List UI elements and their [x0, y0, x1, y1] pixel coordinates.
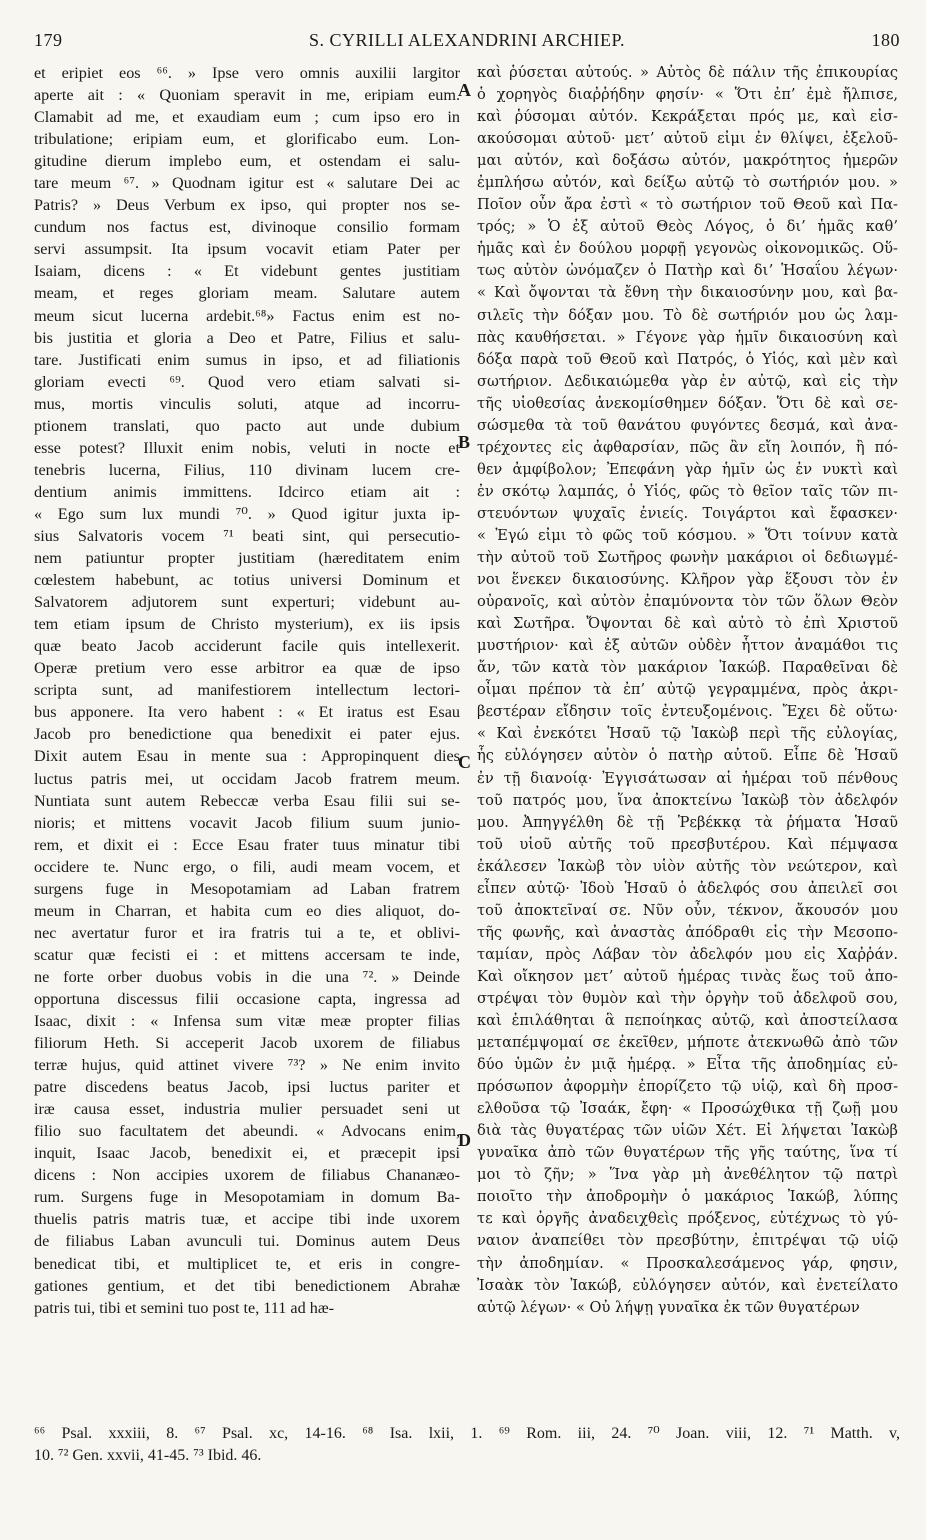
text-line: bus apponere. Ita vero habent : « Et iratus est Esau: [34, 703, 460, 722]
margin-letter-c: C: [458, 752, 471, 772]
text-line: quæ beato Jacob acciderunt facile quis intellexerit.: [34, 637, 460, 656]
footnotes: [34, 1423, 900, 1467]
text-line: πὰς καυθήσεται. » Γέγονε γὰρ ἡμῖν δικαιοσύνη καὶ: [477, 328, 898, 346]
text-line: εἶπεν αὐτῷ· Ἰδοὺ Ἡσαῦ ὁ ἀδελφός σου ἀπειλεῖ σοι: [477, 879, 898, 897]
text-line: ἄν, τῶν κατὰ τὸν μακάριον Ἰακώβ. Παραθεῖναι δὲ: [477, 659, 898, 677]
text-line: Ἰσαὰκ τὸν Ἰακώβ, εὐλόγησεν αὐτόν, καὶ ἐνετείλατο: [477, 1276, 898, 1294]
text-line: tare. Justificati enim sumus in ipso, et ad filiationis: [34, 350, 460, 369]
text-line: patre discedens beatus Jacob, ipsi luctus pariter et: [34, 1078, 460, 1097]
text-line: τοῦ ἀποκτεῖναί σε. Νῦν οὖν, τέκνον, ἄκουσόν μου: [477, 901, 898, 919]
text-line: ἐν σκότῳ λαμπάς, ὁ Υἱός, φῶς τὸ θεῖον ταῖς τῶν πι-: [477, 482, 898, 500]
text-line: rem, et dixit ei : Ecce Esau frater tuus minatur tibi: [34, 835, 460, 854]
text-line: surgens fuge in Mesopotamiam ad Laban fratrem: [34, 879, 460, 898]
text-line: ἐμπλήσω αὐτόν, καὶ δείξω αὐτῷ τὸ σωτήριόν μου. »: [477, 174, 898, 192]
text-line: Salvatorem adjutorem sunt experturi; videbunt au-: [34, 593, 460, 612]
greek-column: [477, 62, 898, 1319]
text-line: terræ hujus, quid attinet vivere ⁷³? » Ne enim invito: [34, 1056, 460, 1075]
text-line: τὴν ἀποδημίαν. « Προσκαλεσάμενος γάρ, φησιν,: [477, 1254, 898, 1272]
footnote-line: ⁶⁶ Psal. xxxiii, 8. ⁶⁷ Psal. xc, 14-16. ⁶⁸ Isa. lxii, 1. ⁶⁹ Rom. iii, 24. ⁷⁰ Joan. viii, 12. ⁷¹ Matth. v,: [34, 1425, 900, 1442]
text-line: et eripiet eos ⁶⁶. » Ipse vero omnis auxilii largitor: [34, 64, 460, 82]
text-line: τρέχοντες εἰς ἀφθαρσίαν, πῶς ἂν εἴη λοιπόν, ἢ πό-: [477, 438, 898, 456]
text-line: καὶ ῥύσεται αὐτούς. » Αὐτὸς δὲ πάλιν τῆς ἐπικουρίας: [477, 64, 898, 81]
text-line: scripta sunt, ad manifestiorem intellectum lectori-: [34, 681, 460, 700]
text-line: esse potest? Illuxit enim nobis, veluti in nocte et: [34, 438, 460, 457]
footnote-line: 10. ⁷² Gen. xxvii, 41-45. ⁷³ Ibid. 46.: [34, 1447, 262, 1464]
text-line: Clamabit ad me, et exaudiam eum ; cum ipso ero in: [34, 108, 460, 127]
text-line: « Ego sum lux mundi ⁷⁰. » Quod igitur juxta ip-: [34, 504, 460, 523]
text-line: patris tui, tibi et semini tuo post te, 111 ad hæ-: [34, 1298, 335, 1317]
text-line: γυναῖκα ἀπὸ τῶν θυγατέρων τῆς γῆς ταύτης, ἵνα τί: [477, 1144, 898, 1162]
text-line: ἐν τῇ διανοίᾳ· Ἐγγισάτωσαν αἱ ἡμέραι τοῦ πένθους: [477, 769, 898, 787]
text-line: τοῦ υἱοῦ αὐτῆς τοῦ πρεσβυτέρου. Καὶ πέμψασα: [477, 835, 898, 853]
margin-letter-b: B: [458, 432, 471, 452]
text-line: nioris; et mittens vocavit Jacob filium suum junio-: [34, 813, 460, 832]
text-line: μου. Ἀπηγγέλθη δὲ τῇ Ῥεβέκκᾳ τὰ ῥήματα Ἡσαῦ: [477, 813, 898, 831]
text-line: tem etiam ipsum de Christo mysterium), ex iis ipsis: [34, 615, 460, 634]
text-line: τε καὶ ὀργῆς ἀναδειχθεὶς πρόξενος, εὐτέχνως τὸ γύ-: [477, 1210, 898, 1228]
text-line: bis justitia et gloria a Deo et Patre, Filius et salu-: [34, 328, 460, 347]
text-line: dentium animis immittens. Idcirco etiam ait :: [34, 482, 460, 501]
text-line: διὰ τὰς θυγατέρας τῶν υἱῶν Χέτ. Εἰ λήψεται Ἰακὼβ: [477, 1122, 898, 1140]
text-line: meum sicut lucerna ardebit.⁶⁸» Factus enim est no-: [34, 306, 460, 325]
text-line: δύο ὑμῶν ἐν μιᾷ ἡμέρᾳ. » Εἶτα τῆς ἀποδημίας εὐ-: [477, 1056, 898, 1074]
text-line: thuelis patris matris tuæ, et accipe tibi inde uxorem: [34, 1210, 460, 1229]
page-header: [34, 30, 900, 58]
text-line: καὶ ῥύσομαι αὐτόν. Κεκράξεται πρός με, καὶ εἰσ-: [477, 108, 898, 126]
text-line: nec avertatur furor et ira fratris tui a te, et oblivi-: [34, 923, 460, 942]
text-line: μοι τὸ ζῆν; » Ἵνα γὰρ μὴ ἀνεθέλητον τῷ πατρὶ: [477, 1166, 898, 1184]
margin-letter-d: D: [458, 1130, 471, 1150]
text-line: sius Salvatoris vocem ⁷¹ beati sint, qui persecutio-: [34, 526, 460, 545]
text-line: σώσμεθα τὰ τοῦ θανάτου φυγόντες δεσμά, καὶ ἀνα-: [477, 416, 898, 434]
text-line: Dixit autem Esau in mente sua : Appropinquent dies: [34, 747, 460, 766]
text-line: rum. Surgens fuge in Mesopotamiam in domum Ba-: [34, 1188, 460, 1207]
text-line: inquit, Isaac Jacob, benedixit ei, et præcepit ipsi: [34, 1144, 460, 1163]
text-line: ποιοῖτο τὴν ἀποδρομὴν ὁ μακάριος Ἰακώβ, λύπης: [477, 1188, 898, 1206]
text-line: οὐρανοῖς, καὶ αὐτὸν ἐπαμύνοντα τὸν τῶν ὅλων Θεὸν: [477, 593, 898, 611]
text-line: Patris? » Deus Verbum ex ipso, qui propter nos se-: [34, 196, 460, 215]
text-line: Ποῖον οὖν ἄρα ἐστὶ « τὸ σωτήριον τοῦ Θεοῦ καὶ Πα-: [477, 196, 898, 214]
text-line: νοι ἕνεκεν δικαιοσύνης. Κλῆρον γὰρ ἕξουσι τὸν ἐν: [477, 571, 898, 589]
text-line: καὶ Σωτῆρα. Ὄψονται δὲ καὶ αὐτὸ τὸ ἐπὶ Χριστοῦ: [477, 615, 898, 633]
text-line: filio suo facultatem det abeundi. « Advocans enim,: [34, 1122, 460, 1141]
text-line: de filiabus Laban avunculi tui. Dominus autem Deus: [34, 1232, 460, 1251]
margin-letter-a: A: [458, 80, 471, 100]
text-line: σιλεῖς τὴν δόξαν μου. Τὸ δὲ σωτήριόν μου ὡς λαμ-: [477, 306, 898, 324]
text-line: luctus patris mei, ut occidam Jacob fratrem meum.: [34, 769, 460, 788]
text-line: « Καὶ ἐνεκότει Ἡσαῦ τῷ Ἰακὼβ περὶ τῆς εὐλογίας,: [477, 725, 898, 743]
text-line: αὐτῷ λέγων· « Οὐ λήψῃ γυναῖκα ἐκ τῶν θυγατέρων: [477, 1298, 860, 1316]
text-line: ἧς εὐλόγησεν αὐτὸν ὁ πατὴρ αὐτοῦ. Εἶπε δὲ Ἡσαῦ: [477, 747, 898, 765]
text-line: στευόντων ψυχαῖς ἐνιείς. Τοιγάρτοι καὶ ἔφασκεν·: [477, 504, 898, 522]
text-line: gitudine dierum implebo eum, et ostendam ei salu-: [34, 152, 460, 171]
text-line: tribulatione; eripiam eum, et glorificabo eum. Lon-: [34, 130, 460, 149]
text-line: filiorum Heth. Si acceperit Jacob uxorem de filiabus: [34, 1034, 460, 1053]
text-line: τῆς φωνῆς, καὶ ἀναστὰς ἀπόδραθι εἰς τὴν Μεσοπο-: [477, 923, 898, 941]
text-line: δόξα παρὰ τοῦ Θεοῦ καὶ Πατρός, ὁ Υἱός, καὶ μὲν καὶ: [477, 350, 898, 368]
text-line: Isaiam, dicens : « Et videbunt gentes justitiam: [34, 262, 460, 281]
text-line: ελθοῦσα τῷ Ἰσαάκ, ἔφη· « Προσώχθικα τῇ ζωῇ μου: [477, 1100, 898, 1118]
running-title: S. CYRILLI ALEXANDRINI ARCHIEP.: [308, 30, 625, 50]
text-line: iræ causa esset, industria mulier persuadet seni ut: [34, 1100, 460, 1119]
page-number-right: 180: [871, 30, 900, 50]
text-line: meum in Charran, et habita cum eo dies aliquot, do-: [34, 901, 460, 920]
text-line: τοῦ πατρός μου, ἵνα ἀποκτείνω Ἰακὼβ τὸν ἀδελφόν: [477, 791, 898, 809]
latin-column: [34, 62, 460, 1319]
text-line: ὁ χορηγὸς διαῤῥήδην φησίν· « Ὅτι ἐπ’ ἐμὲ ἤλπισε,: [477, 86, 898, 104]
text-line: ταμίαν, πρὸς Λάβαν τὸν ἀδελφόν μου εἰς Χαῤῥάν.: [477, 945, 898, 963]
text-line: tare meum ⁶⁷. » Quodnam igitur est « salutare Dei ac: [34, 174, 460, 193]
text-line: opportuna discessus filii occasione capta, ingressa ad: [34, 989, 460, 1008]
text-line: ακούσομαι αὐτοῦ· μετ’ αὐτοῦ εἰμι ἐν θλίψει, ἐξελοῦ-: [477, 130, 898, 148]
text-line: « Ἐγώ εἰμι τὸ φῶς τοῦ κόσμου. » Ὅτι τοίνυν κατὰ: [477, 526, 898, 544]
text-line: καὶ ἐπιλάθηται ἃ πεποίηκας αὐτῷ, καὶ ἀποστείλασα: [477, 1012, 898, 1030]
text-line: scatur quæ fecisti ei : et mittens accersam te inde,: [34, 945, 460, 964]
text-line: gationes gentium, et det tibi benedictionem Abrahæ: [34, 1276, 460, 1295]
text-line: σωτήριον. Δεδικαιώμεθα γὰρ ἐν αὐτῷ, καὶ εἰς τὴν: [477, 372, 898, 390]
page-number-left: 179: [34, 30, 63, 50]
text-line: οἶμαι πρέπον τὰ ἐπ’ αὐτῷ γεγραμμένα, πρὸς ἀκρι-: [477, 681, 898, 699]
text-line: Isaac, dixit : « Infensa sum vitæ meæ propter filias: [34, 1012, 460, 1031]
text-line: servi assumpsit. Ita ipsum vocavit etiam Pater per: [34, 240, 460, 259]
text-line: τρός; » Ὁ ἐξ αὐτοῦ Θεὸς Λόγος, ὁ δι’ ἡμᾶς καθ’: [477, 218, 898, 236]
text-line: Jacob pro benedictione qua benedixit ei pater ejus.: [34, 725, 460, 744]
text-line: dicens : Non accipies uxorem de filiabus Chananæo-: [34, 1166, 460, 1185]
text-line: ptionem translati, quo pacto aut unde dubium: [34, 416, 460, 435]
text-line: gloriam evecti ⁶⁹. Quod vero etiam salvati si-: [34, 372, 460, 391]
text-line: occidere te. Nunc ergo, o fili, audi meam vocem, et: [34, 857, 460, 876]
text-line: aperte ait : « Quoniam speravit in me, eripiam eum.: [34, 86, 460, 105]
text-line: ἐκάλεσεν Ἰακὼβ τὸν υἱὸν αὐτῆς τὸν νεώτερον, καὶ: [477, 857, 898, 875]
text-line: ναιον ἀναπείθει τὸν πρεσβύτην, ἐπιτρέψαι τῷ υἱῷ: [477, 1232, 898, 1250]
text-line: Καὶ οἴκησον μετ’ αὐτοῦ ἡμέρας τινὰς ἕως τοῦ ἀπο-: [477, 967, 898, 985]
text-line: tenebris lucerna, Filius, 110 divinam lucem cre-: [34, 460, 460, 479]
text-line: « Καὶ ὄψονται τὰ ἔθνη τὴν δικαιοσύνην μου, καὶ βα-: [477, 284, 898, 302]
text-line: τῆς υἱοθεσίας ἀνεκομίσθημεν δόξαν. Ὅτι δὲ καὶ σε-: [477, 394, 898, 412]
text-line: ἡμᾶς καὶ ἐν δούλου μορφῇ γεγονὼς οἰκονομικῶς. Οὕ-: [477, 240, 898, 258]
text-line: μαι αὐτόν, καὶ δοξάσω αὐτόν, μακρότητος ἡμερῶν: [477, 152, 898, 170]
text-line: στρέψαι τὸν θυμὸν καὶ τὴν ὀργὴν τοῦ ἀδελφοῦ σου,: [477, 989, 898, 1007]
text-line: βεστέραν εἴδησιν τοῖς ἐντευξομένοις. Ἔχει δὲ οὕτω·: [477, 703, 898, 721]
text-line: μυστήριον· καὶ ἐξ αὐτῶν οὐδὲν ἧττον ἀναμάθοι τις: [477, 637, 898, 655]
text-line: cœlestem habebunt, ac totius universi Dominum et: [34, 571, 460, 590]
text-line: Operæ pretium vero esse arbitror ea quæ de ipso: [34, 659, 460, 678]
text-line: ne forte orber duobus vobis in die una ⁷². » Deinde: [34, 967, 460, 986]
text-line: πρόσωπον ἀφορμὴν ἐπορίζετο τῷ υἱῷ, καὶ δὴ προσ-: [477, 1078, 898, 1096]
text-line: nem patiuntur propter justitiam (hæreditatem enim: [34, 549, 460, 568]
text-line: Nuntiata sunt autem Rebeccæ verba Esau filii sui se-: [34, 791, 460, 810]
text-line: mus, mortis vinculis soluti, atque ad incorru-: [34, 394, 460, 413]
text-line: benedicat tibi, et multiplicet te, et eris in congre-: [34, 1254, 460, 1273]
text-line: θεν ἀμφίβολον; Ἐπεφάνη γὰρ ἡμῖν ὡς ἐν νυκτὶ καὶ: [477, 460, 898, 478]
text-line: meam, et reges gloriam meam. Salutare autem: [34, 284, 460, 303]
text-line: τὴν αὐτοῦ τοῦ Σωτῆρος φωνὴν μακάριοι οἱ δεδιωγμέ-: [477, 549, 898, 567]
text-line: τως αὐτὸν ὠνόμαζεν ὁ Πατὴρ καὶ διʼ Ἡσαΐου λέγων·: [477, 262, 898, 280]
text-line: μεταπέμψομαί σε ἐκεῖθεν, μήποτε ἀτεκνωθῶ ἀπὸ τῶν: [477, 1034, 898, 1052]
text-line: cundum nos factus est, divinoque consilio formam: [34, 218, 460, 237]
